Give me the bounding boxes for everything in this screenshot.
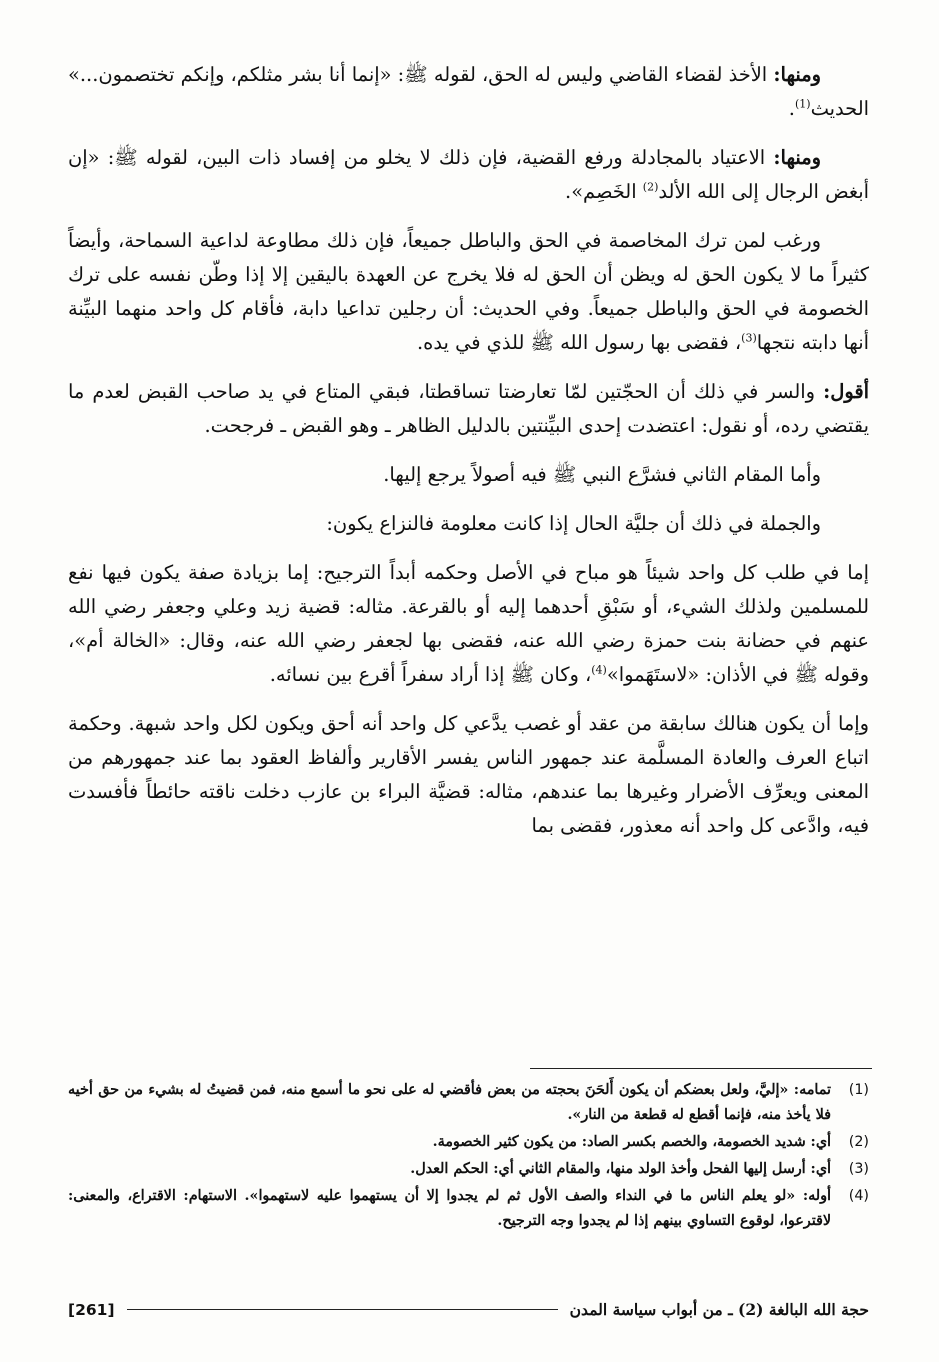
footnotes xyxy=(68,1078,869,1236)
paragraph-lead: ومنها: xyxy=(773,63,821,86)
paragraph xyxy=(68,141,869,209)
page-footer xyxy=(68,1300,869,1319)
footnote-text: تمامه: «إليَّ، ولعل بعضكم أن يكون أَلحَنَ بحجته من بعض فأقضي له على نحو ما أسمع منه، فمن قضيتُ له بشيء من حق أخيه فلا يأخذ منه، فإنما أقطع له قطعة من النار». xyxy=(68,1082,831,1123)
footnote xyxy=(68,1157,869,1182)
footnote-ref: (4) xyxy=(591,663,607,677)
paragraph-text: الأخذ لقضاء القاضي وليس له الحق، لقوله ﷺ: «إنما أنا بشر مثلكم، وإنكم تختصمون...» الحديث xyxy=(68,63,869,120)
paragraph xyxy=(68,224,869,360)
paragraph-text: والسر في ذلك أن الحجّتين لمّا تعارضتا تساقطتا، فبقي المتاع في يد صاحب القبض لعدم ما يقتضي رده، أو نقول: اعتضدت إحدى البيِّنتين بالدليل الظاهر ـ وهو القبض ـ فرجحت. xyxy=(68,380,869,437)
paragraph xyxy=(68,375,869,443)
paragraph xyxy=(68,507,869,541)
paragraph-tail: الخَصِم». xyxy=(565,180,643,203)
main-text xyxy=(68,58,869,858)
footnote-text: أي: أرسل إليها الفحل وأخذ الولد منها، والمقام الثاني أي: الحكم العدل. xyxy=(410,1161,831,1177)
paragraph xyxy=(68,58,869,126)
page-number: [261] xyxy=(68,1300,115,1319)
paragraph-text: والجملة في ذلك أن جليَّة الحال إذا كانت معلومة فالنزاع يكون: xyxy=(326,512,821,535)
footer-rule xyxy=(127,1309,558,1310)
paragraph-text: إما في طلب كل واحد شيئاً هو مباح في الأصل وحكمه أبداً الترجيح: إما بزيادة صفة يكون فيها نفع للمسلمين ولذلك الشيء، أو سَبْقِ أحدهما إليه أو بالقرعة. مثاله: قضية زيد وعلي وجعفر رضي الله عنهم في حضانة بنت حمزة رضي الله عنه، فقضى بها لجعفر رضي الله عنه، وقال: «الخالة أم»، وقوله ﷺ في الأذان: «لاستَهَموا» xyxy=(68,561,869,686)
footnote xyxy=(68,1078,869,1128)
paragraph-lead: أقول: xyxy=(823,380,869,403)
footnote-number: (2) xyxy=(848,1134,869,1150)
footnote xyxy=(68,1184,869,1234)
paragraph-tail: ، فقضى بها رسول الله ﷺ للذي في يده. xyxy=(417,331,742,354)
paragraph xyxy=(68,556,869,692)
paragraph-text: وإما أن يكون هنالك سابقة من عقد أو غصب يدَّعي كل واحد أنه أحق ويكون لكل واحد شبهة. وحكمة اتباع العرف والعادة المسلَّمة عند جمهور الناس يفسر الأقارير وألفاظ العقود بما عند جمهورهم من المعنى ويعرِّف الأضرار وغيرها بما عندهم، مثاله: قضيَّة البراء بن عازب دخلت ناقته حائطاً فأفسدت فيه، وادَّعى كل واحد أنه معذور، فقضى بما xyxy=(68,712,869,837)
paragraph xyxy=(68,707,869,843)
footnote xyxy=(68,1130,869,1155)
paragraph-text: وأما المقام الثاني فشرَّع النبي ﷺ فيه أصولاً يرجع إليها. xyxy=(383,463,821,486)
paragraph xyxy=(68,458,869,492)
paragraph-tail: ، وكان ﷺ إذا أراد سفراً أقرع بين نسائه. xyxy=(269,663,592,686)
footnote-ref: (2) xyxy=(642,180,659,194)
running-head: حجة الله البالغة (2) ـ من أبواب سياسة المدن xyxy=(569,1300,869,1319)
footnote-number: (4) xyxy=(848,1188,869,1204)
paragraph-text: ورغب لمن ترك المخاصمة في الحق والباطل جميعاً، فإن ذلك مطاوعة لداعية السماحة، وأيضاً كثيراً ما لا يكون الحق له ويظن أن الحق له فلا يخرج عن العهدة باليقين إلا إذا وطّن نفسه على ترك الخصومة في الحق والباطل جميعاً. وفي الحديث: أن رجلين تداعيا دابة، فأقام كل واحد منهما البيِّنة أنها دابته نتجها xyxy=(68,229,869,354)
footnote-text: أي: شديد الخصومة، والخصم بكسر الصاد: من يكون كثير الخصومة. xyxy=(432,1134,831,1150)
footnote-number: (1) xyxy=(848,1082,869,1098)
footnote-separator xyxy=(530,1068,872,1069)
footnote-number: (3) xyxy=(848,1161,869,1177)
paragraph-text: الاعتياد بالمجادلة ورفع القضية، فإن ذلك لا يخلو من إفساد ذات البين، لقوله ﷺ: «إن أبغض الرجال إلى الله الألد xyxy=(68,146,869,203)
footnote-text: أوله: «لو يعلم الناس ما في النداء والصف الأول ثم لم يجدوا إلا أن يستهموا عليه لاستهموا». الاستهام: الاقتراع، والمعنى: لاقترعوا، لوقوع التساوي بينهم إذا لم يجدوا وجه الترجيح. xyxy=(68,1188,831,1229)
paragraph-lead: ومنها: xyxy=(773,146,821,169)
paragraph-tail: . xyxy=(788,97,795,120)
footnote-ref: (3) xyxy=(741,331,757,345)
footnote-ref: (1) xyxy=(794,97,811,111)
